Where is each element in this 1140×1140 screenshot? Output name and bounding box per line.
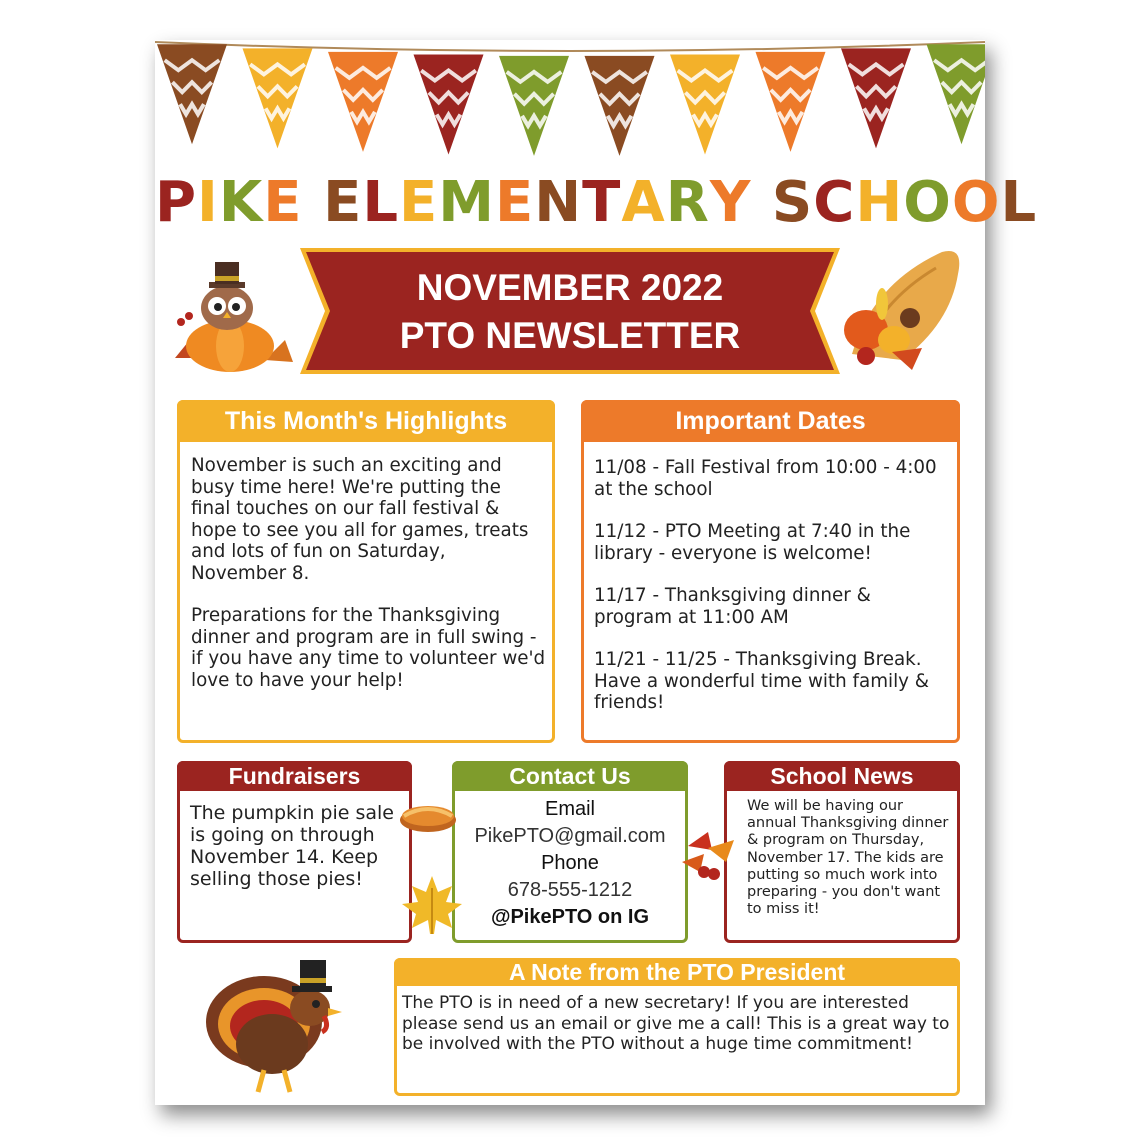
contact-phone[interactable]: 678-555-1212 (507, 879, 633, 901)
contact-social[interactable]: @PikePTO on IG (490, 906, 650, 928)
school-news-card (724, 761, 960, 943)
date-item: 11/17 - Thanksgiving dinner & program at 11:00 AM (594, 585, 871, 628)
banner-line-2: PTO NEWSLETTER (399, 315, 741, 356)
cornucopia-icon (832, 244, 972, 376)
school-title-word-3: SCHOOL (771, 170, 1038, 235)
banner-line-1: NOVEMBER 2022 (416, 267, 724, 308)
contact-phone-label: Phone (541, 852, 599, 874)
contact-title: Contact Us (452, 761, 688, 791)
highlights-title: This Month's Highlights (177, 400, 555, 442)
highlights-para-2: Preparations for the Thanksgiving dinner and program are in full swing - if you have any time to volunteer we'd love to have your help! (191, 605, 546, 691)
important-dates-title: Important Dates (581, 400, 960, 442)
pie-icon (398, 798, 458, 834)
contact-card (452, 761, 688, 943)
autumn-leaves-icon (678, 826, 744, 886)
president-note-title: A Note from the PTO President (394, 958, 960, 986)
school-title (155, 168, 1038, 238)
school-news-text: We will be having our annual Thanksgiving dinner & program on Thursday, November 17. The kids are putting so much work into preparing - you don't want to miss it! (747, 798, 949, 918)
school-title-word-2: ELEMENTARY (323, 170, 752, 235)
highlights-para-1: November is such an exciting and busy time here! We're putting the final touches on our fall festival & hope to see you all for games, treats and lots of fun on Saturday, November 8. (191, 455, 529, 584)
pennant-bunting-icon (155, 38, 985, 158)
school-news-title: School News (724, 761, 960, 791)
president-note-text: The PTO is in need of a new secretary! If you are interested please send us an email or give me a call! This is a great way to be involved with the PTO without a huge time commitment! (402, 993, 950, 1054)
contact-email-label: Email (544, 798, 595, 820)
contact-email[interactable]: PikePTO@gmail.com (474, 825, 666, 847)
owl-pumpkin-icon (165, 248, 300, 373)
fundraisers-text: The pumpkin pie sale is going on through November 14. Keep selling those pies! (190, 802, 394, 890)
school-title-word-1: PIKE (155, 170, 303, 235)
important-dates-card (581, 400, 960, 743)
date-item: 11/12 - PTO Meeting at 7:40 in the library - everyone is welcome! (594, 521, 911, 564)
banner-title (300, 264, 840, 360)
date-item: 11/08 - Fall Festival from 10:00 - 4:00 at the school (594, 457, 937, 500)
turkey-pilgrim-icon (202, 952, 352, 1102)
president-note-card (394, 958, 960, 1096)
highlights-card (177, 400, 555, 743)
date-item: 11/21 - 11/25 - Thanksgiving Break. Have a wonderful time with family & friends! (594, 649, 930, 713)
maple-leaf-icon (400, 874, 464, 936)
fundraisers-title: Fundraisers (177, 761, 412, 791)
fundraisers-card (177, 761, 412, 943)
